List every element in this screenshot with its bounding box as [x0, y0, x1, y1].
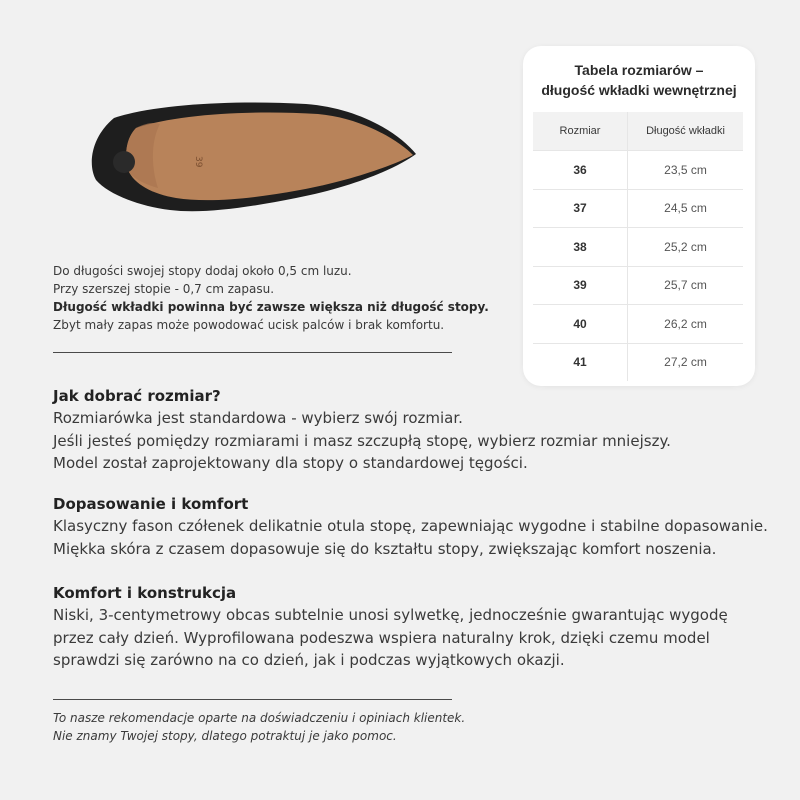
shoe-insole-image [86, 98, 422, 216]
section-line: Klasyczny fason czółenek delikatnie otula stopę, zapewniając wygodne i stabilne dopasowanie. [53, 517, 768, 535]
length-cell: 25,2 cm [664, 239, 707, 254]
section-line: Miękka skóra z czasem dopasowuje się do kształtu stopy, zwiększając komfort noszenia. [53, 539, 717, 558]
length-cell: 23,5 cm [664, 162, 707, 177]
size-cell: 39 [533, 267, 628, 305]
size-cell: 40 [533, 305, 628, 343]
size-table-title-line2: długość wkładki wewnętrznej [541, 82, 737, 98]
fit-note [53, 262, 513, 334]
section-line: przez cały dzień. Wyprofilowana podeszwa wspiera naturalny krok, dzięki czemu model [53, 628, 710, 647]
disclaimer [53, 709, 465, 745]
insole-size-mark: 39 [193, 156, 203, 168]
col-length-header: Długość wkładki [646, 125, 725, 137]
divider [53, 699, 452, 700]
size-table-header [533, 112, 743, 151]
length-cell: 24,5 cm [664, 201, 707, 216]
section-line: Niski, 3-centymetrowy obcas subtelnie unosi sylwetkę, jednocześnie gwarantując wygodę [53, 606, 728, 624]
fit-note-line: Do długości swojej stopy dodaj około 0,5 cm luzu. [53, 264, 352, 278]
section-line: sprawdzi się zarówno na co dzień, jak i podczas wyjątkowych okazji. [53, 651, 565, 669]
length-cell: 25,7 cm [664, 278, 707, 293]
length-cell: 26,2 cm [664, 316, 707, 331]
size-cell: 41 [533, 344, 628, 382]
section-line: Rozmiarówka jest standardowa - wybierz swój rozmiar. [53, 409, 463, 427]
section-heading: Komfort i konstrukcja [53, 584, 237, 602]
size-cell: 37 [533, 190, 628, 228]
size-table-card [523, 46, 755, 386]
section-line: Jeśli jesteś pomiędzy rozmiarami i masz szczupłą stopę, wybierz rozmiar mniejszy. [53, 431, 671, 450]
section-comfort-construction [53, 582, 798, 672]
disclaimer-line: To nasze rekomendacje oparte na doświadczeniu i opiniach klientek. [53, 711, 466, 725]
section-heading: Jak dobrać rozmiar? [53, 387, 221, 405]
fit-note-line: Przy szerszej stopie - 0,7 cm zapasu. [53, 282, 275, 296]
fit-note-line: Zbyt mały zapas może powodować ucisk palców i brak komfortu. [53, 318, 445, 332]
fit-note-emphasis: Długość wkładki powinna być zawsze większa niż długość stopy. [53, 300, 489, 314]
length-cell: 27,2 cm [664, 355, 707, 370]
divider [53, 352, 452, 353]
size-table-title-line1: Tabela rozmiarów – [574, 62, 704, 78]
table-row [533, 267, 743, 306]
table-row [533, 190, 743, 229]
table-row [533, 151, 743, 190]
table-row [533, 344, 743, 382]
col-size-header: Rozmiar [533, 112, 628, 150]
size-cell: 38 [533, 228, 628, 266]
section-how-to-choose [53, 385, 798, 475]
disclaimer-line: Nie znamy Twojej stopy, dlatego potraktuj je jako pomoc. [53, 729, 397, 743]
size-table [533, 112, 743, 381]
size-cell: 36 [533, 151, 628, 189]
size-table-title [523, 60, 755, 100]
section-fit-comfort [53, 493, 798, 560]
section-line: Model został zaprojektowany dla stopy o standardowej tęgości. [53, 454, 528, 472]
section-heading: Dopasowanie i komfort [53, 495, 249, 513]
heel-cap [113, 151, 135, 173]
table-row [533, 305, 743, 344]
table-row [533, 228, 743, 267]
